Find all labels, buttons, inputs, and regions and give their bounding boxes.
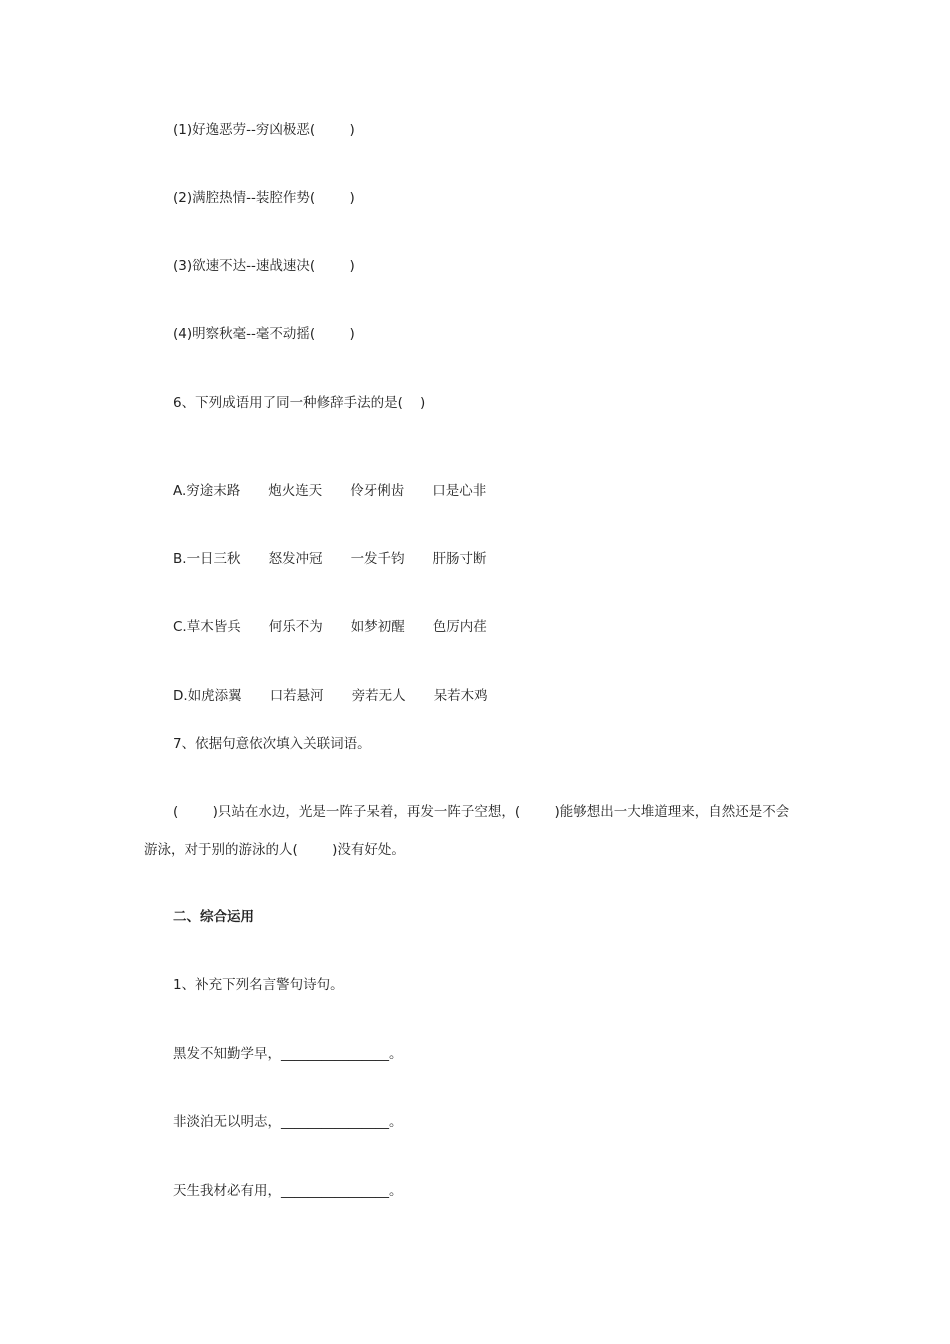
q5-item-3: (3)欲速不达--速战速决( ) xyxy=(173,258,355,274)
q5-item-2: (2)满腔热情--装腔作势( ) xyxy=(173,190,355,206)
fill-blank-line-3: 天生我材必有用，________________。 xyxy=(173,1183,403,1199)
section-2-q1-stem: 1、补充下列名言警句诗句。 xyxy=(173,977,344,993)
option-b-label: B. xyxy=(173,551,187,567)
option-a-idiom-2: 炮火连天 xyxy=(268,483,323,499)
option-c-idiom-2: 何乐不为 xyxy=(268,619,323,635)
option-c-idiom-1-text: 草木皆兵 xyxy=(186,619,241,635)
option-a-idiom-1-text: 穷途末路 xyxy=(186,483,241,499)
option-a-label: A. xyxy=(173,483,187,499)
option-b-idiom-3: 一发千钧 xyxy=(350,551,405,567)
option-a-idiom-1 xyxy=(173,481,240,501)
option-b-idiom-1 xyxy=(173,549,241,569)
q7-passage-line-1: ( )只站在水边，光是一阵子呆着，再发一阵子空想，( )能够想出一大堆道理来，自然还是不会 xyxy=(173,804,790,820)
q6-option-c xyxy=(173,597,487,637)
option-c-idiom-3: 如梦初醒 xyxy=(350,619,405,635)
section-2-title: 二、综合运用 xyxy=(173,909,254,925)
option-d-idiom-2: 口若悬河 xyxy=(269,688,324,704)
option-c-idiom-1 xyxy=(173,617,241,637)
option-c-idiom-4: 色厉内荏 xyxy=(432,619,487,635)
q6-option-a xyxy=(173,461,486,501)
option-b-idiom-4: 肝肠寸断 xyxy=(432,551,487,567)
q6-option-d xyxy=(173,666,488,706)
fill-blank-line-2: 非淡泊无以明志，________________。 xyxy=(173,1114,403,1130)
q7-stem: 7、依据句意依次填入关联词语。 xyxy=(173,736,371,752)
q6-stem: 6、下列成语用了同一种修辞手法的是( ) xyxy=(173,395,426,411)
option-b-idiom-1-text: 一日三秋 xyxy=(186,551,241,567)
q7-passage-line-2: 游泳，对于别的游泳的人( )没有好处。 xyxy=(144,842,405,858)
option-b-idiom-2: 怒发冲冠 xyxy=(268,551,323,567)
option-d-idiom-1 xyxy=(173,686,242,706)
option-a-idiom-3: 伶牙俐齿 xyxy=(350,483,405,499)
option-d-idiom-1-text: 如虎添翼 xyxy=(187,688,242,704)
option-d-idiom-4: 呆若木鸡 xyxy=(433,688,488,704)
q5-item-4: (4)明察秋毫--毫不动摇( ) xyxy=(173,326,355,342)
q5-item-1: (1)好逸恶劳--穷凶极恶( ) xyxy=(173,122,355,138)
option-a-idiom-4: 口是心非 xyxy=(432,483,487,499)
option-d-idiom-3: 旁若无人 xyxy=(351,688,406,704)
option-c-label: C. xyxy=(173,619,187,635)
q6-option-b xyxy=(173,529,487,569)
fill-blank-line-1: 黑发不知勤学早，________________。 xyxy=(173,1046,403,1062)
option-d-label: D. xyxy=(173,688,188,704)
